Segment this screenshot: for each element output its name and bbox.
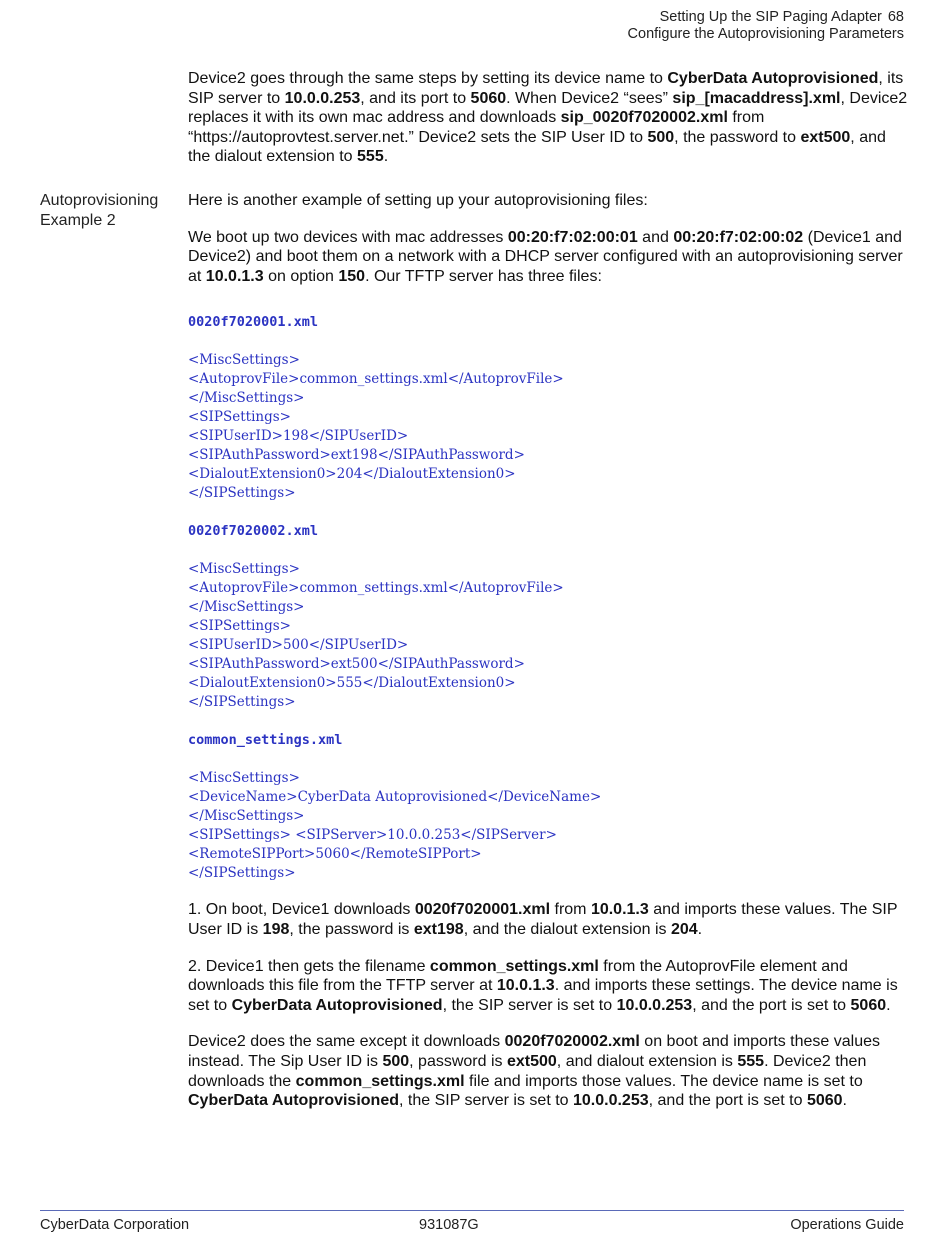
code-line: <MiscSettings> [188, 561, 300, 578]
code-line: </MiscSettings> [188, 599, 305, 616]
code-line: <DialoutExtension0>204</DialoutExtension0> [188, 466, 516, 483]
code-line: <SIPSettings> <SIPServer>10.0.0.253</SIPServer> [188, 827, 557, 844]
header-section: Setting Up the SIP Paging Adapter [659, 9, 882, 25]
intro-paragraph: Device2 goes through the same steps by setting its device name to CyberData Autoprovisioned, its SIP server to 10.0.0.253, and its port to 5060. When Device2 “sees” sip_[macaddress].xml, Device2 replaces it with its own mac address and downloads sip_0020f7020002.xml from “https://autoprovtest.server.net.” Device2 sets the SIP User ID to 500, the password to ext500, and the dialout extension to 555. [188, 70, 908, 166]
sidebar-heading: Autoprovisioning Example 2 [40, 192, 159, 229]
code-line: </MiscSettings> [188, 390, 305, 407]
code-line: <SIPAuthPassword>ext500</SIPAuthPassword> [188, 656, 525, 673]
code-line: </SIPSettings> [188, 694, 296, 711]
example-intro: Here is another example of setting up your autoprovisioning files: [188, 191, 648, 209]
code-line: <SIPSettings> [188, 618, 291, 635]
code-line: </SIPSettings> [188, 865, 296, 882]
page-number: 68 [887, 9, 904, 25]
header-subsection: Configure the Autoprovisioning Parameters [627, 26, 904, 42]
code-line: <DialoutExtension0>555</DialoutExtension0> [188, 675, 516, 692]
file-name: common_settings.xml [188, 732, 343, 749]
step-1-paragraph: 1. On boot, Device1 downloads 0020f7020001.xml from 10.0.1.3 and imports these values. The SIP User ID is 198, the password is ext198, and the dialout extension is 204. [188, 901, 898, 938]
code-line: <MiscSettings> [188, 770, 300, 787]
code-line: <SIPUserID>198</SIPUserID> [188, 428, 409, 445]
file-block-1 [188, 313, 910, 503]
file-block-3 [188, 731, 910, 883]
code-line: </MiscSettings> [188, 808, 305, 825]
code-line: <SIPAuthPassword>ext198</SIPAuthPassword> [188, 447, 525, 464]
file-block-2 [188, 522, 910, 712]
main-content [188, 69, 910, 1111]
file-name: 0020f7020002.xml [188, 523, 319, 540]
boot-paragraph: We boot up two devices with mac addresses 00:20:f7:02:00:01 and 00:20:f7:02:00:02 (Device1 and Device2) and boot them on a network with a DHCP server configured with an autoprovisioning server at 10.0.1.3 on option 150. Our TFTP server has three files: [188, 228, 903, 285]
footer-doc-number: 931087G [419, 1217, 479, 1233]
code-line: <DeviceName>CyberData Autoprovisioned</DeviceName> [188, 789, 602, 806]
header-line-1 [628, 9, 904, 26]
code-line: <AutoprovFile>common_settings.xml</AutoprovFile> [188, 371, 564, 388]
footer-company: CyberData Corporation [40, 1217, 190, 1233]
footer-doc-type: Operations Guide [790, 1217, 904, 1233]
code-line: </SIPSettings> [188, 485, 296, 502]
code-line: <MiscSettings> [188, 352, 300, 369]
code-line: <SIPUserID>500</SIPUserID> [188, 637, 409, 654]
code-line: <SIPSettings> [188, 409, 291, 426]
file-name: 0020f7020001.xml [188, 314, 319, 331]
footer-divider [40, 1210, 904, 1211]
step-2-paragraph: 2. Device1 then gets the filename common_settings.xml from the AutoprovFile element and downloads this file from the TFTP server at 10.0.1.3. and imports these settings. The device name is set to CyberData Autoprovisioned, the SIP server is set to 10.0.0.253, and the port is set to 5060. [188, 957, 898, 1014]
code-line: <AutoprovFile>common_settings.xml</AutoprovFile> [188, 580, 564, 597]
device2-paragraph: Device2 does the same except it downloads 0020f7020002.xml on boot and imports these values instead. The Sip User ID is 500, password is ext500, and dialout extension is 555. Device2 then downloads the common_settings.xml file and imports those values. The device name is set to CyberData Autoprovisioned, the SIP server is set to 10.0.0.253, and the port is set to 5060. [188, 1033, 881, 1110]
code-line: <RemoteSIPPort>5060</RemoteSIPPort> [188, 846, 482, 863]
page-header [628, 9, 904, 43]
